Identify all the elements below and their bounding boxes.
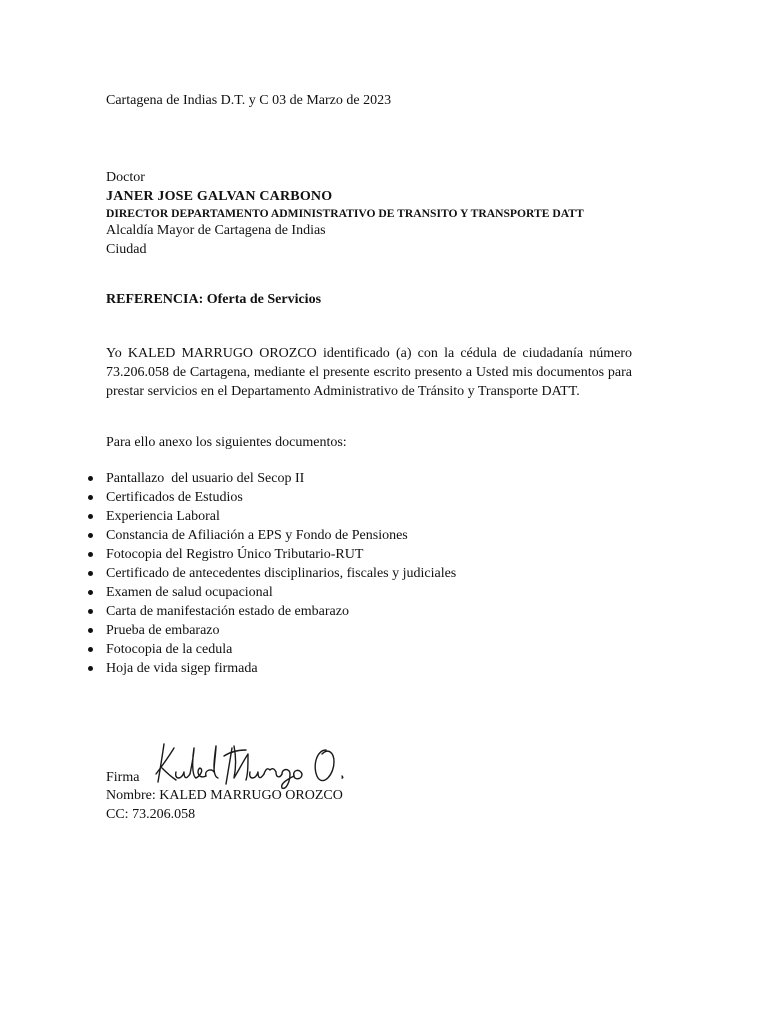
signer-name: Nombre: KALED MARRUGO OROZCO <box>106 788 343 803</box>
document-item: Carta de manifestación estado de embarazo <box>88 602 456 621</box>
document-item: Certificados de Estudios <box>88 488 456 507</box>
documents-list <box>88 469 456 678</box>
addressee-salutation: Doctor <box>106 170 145 185</box>
addressee-name: JANER JOSE GALVAN CARBONO <box>106 189 333 204</box>
document-item: Certificado de antecedentes disciplinarios, fiscales y judiciales <box>88 564 456 583</box>
firma-label: Firma <box>106 770 140 785</box>
handwritten-signature <box>150 736 350 792</box>
document-item: Fotocopia de la cedula <box>88 640 456 659</box>
addressee-role: DIRECTOR DEPARTAMENTO ADMINISTRATIVO DE TRANSITO Y TRANSPORTE DATT <box>106 207 584 220</box>
addressee-block <box>106 168 726 259</box>
document-item: Prueba de embarazo <box>88 621 456 640</box>
body-paragraph: Yo KALED MARRUGO OROZCO identificado (a) con la cédula de ciudadanía número 73.206.058 de Cartagena, mediante el presente escrito presento a Usted mis documentos para prestar servicios en el Departamento Administrativo de Tránsito y Transporte DATT. <box>106 346 632 399</box>
date-line: Cartagena de Indias D.T. y C 03 de Marzo de 2023 <box>106 93 392 108</box>
document-item: Experiencia Laboral <box>88 507 456 526</box>
document-item: Pantallazo del usuario del Secop II <box>88 469 456 488</box>
reference-line: REFERENCIA: Oferta de Servicios <box>106 292 322 307</box>
document-item: Constancia de Afiliación a EPS y Fondo de Pensiones <box>88 526 456 545</box>
document-item: Examen de salud ocupacional <box>88 583 456 602</box>
addressee-city: Ciudad <box>106 242 147 257</box>
document-item: Hoja de vida sigep firmada <box>88 659 456 678</box>
document-item: Fotocopia del Registro Único Tributario-RUT <box>88 545 456 564</box>
addressee-organization: Alcaldía Mayor de Cartagena de Indias <box>106 223 326 238</box>
documents-intro: Para ello anexo los siguientes documentos: <box>106 435 347 450</box>
signer-cc: CC: 73.206.058 <box>106 807 196 822</box>
